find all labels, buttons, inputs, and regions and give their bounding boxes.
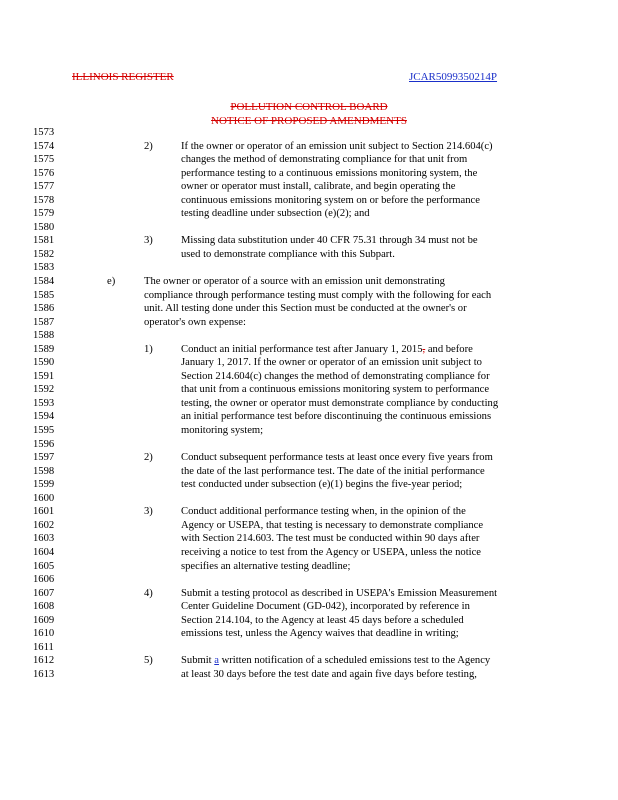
- document-line: [33, 248, 593, 262]
- document-line: [33, 316, 593, 330]
- line-number: 1591: [33, 370, 55, 382]
- line-text: [181, 424, 263, 438]
- line-text-main: changes the method of demonstrating compliance for that unit from: [181, 154, 468, 166]
- line-text-main: Section 214.604(c) changes the method of demonstrating compliance for: [181, 370, 490, 382]
- document-line: [33, 546, 593, 560]
- item-label: 2): [144, 452, 153, 464]
- line-number: 1602: [33, 519, 55, 531]
- document-line: [33, 167, 593, 181]
- line-text-main: testing deadline under subsection (e)(2); and: [181, 208, 370, 220]
- line-text: [181, 383, 489, 397]
- document-line: [33, 641, 593, 655]
- line-number: 1582: [33, 248, 55, 260]
- line-text-main: unit. All testing done under this Section must be conducted at the owner's or: [144, 303, 467, 315]
- line-number: 1585: [33, 289, 55, 301]
- line-number: 1608: [33, 601, 55, 613]
- line-text-main: owner or operator must install, calibrate, and begin operating the: [181, 181, 456, 193]
- line-text: [144, 289, 491, 303]
- document-body: [33, 126, 593, 681]
- document-line: [33, 668, 593, 682]
- line-text-main: The owner or operator of a source with an emission unit demonstrating: [144, 276, 445, 288]
- line-text-main: January 1, 2017. If the owner or operator of an emission unit subject to: [181, 357, 482, 369]
- line-number: 1599: [33, 479, 55, 491]
- line-text: [181, 343, 473, 357]
- register-title: ILLINOIS REGISTER: [72, 71, 174, 83]
- document-line: [33, 424, 593, 438]
- line-number: 1587: [33, 316, 55, 328]
- line-text: [181, 397, 498, 411]
- item-label: 4): [144, 587, 153, 599]
- line-number: 1596: [33, 438, 55, 450]
- line-number: 1612: [33, 655, 55, 667]
- line-text-continued: written notification of a scheduled emissions test to the Agency: [218, 655, 491, 667]
- line-text: [181, 600, 470, 614]
- line-text: [181, 505, 466, 519]
- document-line: [33, 397, 593, 411]
- document-line: [33, 654, 593, 668]
- line-text-main: continuous emissions monitoring system on or before the performance: [181, 194, 480, 206]
- line-number: 1597: [33, 452, 55, 464]
- line-number: 1580: [33, 221, 55, 233]
- document-line: [33, 194, 593, 208]
- document-line: [33, 560, 593, 574]
- line-text-main: Agency or USEPA, that testing is necessary to demonstrate compliance: [181, 519, 484, 531]
- line-text-main: Conduct additional performance testing when, in the opinion of the: [181, 506, 466, 518]
- document-line: [33, 302, 593, 316]
- line-text: [181, 194, 480, 208]
- line-text-main: an initial performance test before discontinuing the continuous emissions: [181, 411, 492, 423]
- line-text: [181, 587, 497, 601]
- line-number: 1598: [33, 465, 55, 477]
- line-text-main: the date of the last performance test. The date of the initial performance: [181, 465, 485, 477]
- line-text: [181, 180, 455, 194]
- document-line: [33, 343, 593, 357]
- line-text: [181, 478, 462, 492]
- line-text-main: operator's own expense:: [144, 316, 246, 328]
- document-line: [33, 438, 593, 452]
- line-text-main: testing, the owner or operator must demonstrate compliance by conducting: [181, 397, 499, 409]
- line-text-main: test conducted under subsection (e)(1) begins the five-year period;: [181, 479, 463, 491]
- line-number: 1601: [33, 506, 55, 518]
- document-line: [33, 627, 593, 641]
- line-text-main: Submit: [181, 655, 215, 667]
- line-text: [181, 153, 467, 167]
- document-line: [33, 126, 593, 140]
- line-text: [181, 546, 481, 560]
- item-label: e): [107, 276, 116, 288]
- document-line: [33, 180, 593, 194]
- item-label: 2): [144, 140, 153, 152]
- line-number: 1584: [33, 276, 55, 288]
- line-text-main: with Section 214.603. The test must be conducted within 90 days after: [181, 533, 480, 545]
- line-text: [181, 207, 370, 221]
- document-line: [33, 532, 593, 546]
- line-number: 1603: [33, 533, 55, 545]
- line-text-main: that unit from a continuous emissions monitoring system to performance: [181, 384, 490, 396]
- document-line: [33, 478, 593, 492]
- item-label: 1): [144, 343, 153, 355]
- line-text: [181, 140, 493, 154]
- line-text-main: used to demonstrate compliance with this Subpart.: [181, 248, 395, 260]
- line-text-main: at least 30 days before the test date and again five days before testing,: [181, 668, 477, 680]
- document-line: [33, 492, 593, 506]
- line-text: [181, 451, 493, 465]
- line-number: 1581: [33, 235, 55, 247]
- document-line: [33, 505, 593, 519]
- line-text: [144, 316, 246, 330]
- line-number: 1577: [33, 181, 55, 193]
- document-line: [33, 587, 593, 601]
- line-text-main: monitoring system;: [181, 425, 264, 437]
- line-text: [181, 532, 479, 546]
- line-number: 1575: [33, 154, 55, 166]
- line-number: 1574: [33, 140, 55, 152]
- line-text-main: Conduct an initial performance test after January 1, 2015: [181, 343, 423, 355]
- line-text: [181, 654, 490, 668]
- line-text: [181, 370, 490, 384]
- line-text: [181, 167, 477, 181]
- line-number: 1604: [33, 546, 55, 558]
- item-label: 3): [144, 235, 153, 247]
- document-line: [33, 261, 593, 275]
- notice-title: NOTICE OF PROPOSED AMENDMENTS: [211, 115, 407, 127]
- line-text-main: emissions test, unless the Agency waives that deadline in writing;: [181, 628, 459, 640]
- document-code: JCAR5099350214P: [409, 71, 498, 83]
- line-text-main: Section 214.104, to the Agency at least 45 days before a scheduled: [181, 614, 464, 626]
- line-number: 1578: [33, 194, 55, 206]
- line-number: 1579: [33, 208, 55, 220]
- line-number: 1589: [33, 343, 55, 355]
- document-line: [33, 140, 593, 154]
- document-line: [33, 465, 593, 479]
- line-text-main: Center Guideline Document (GD-042), incorporated by reference in: [181, 601, 470, 613]
- line-number: 1594: [33, 411, 55, 423]
- line-text: [144, 275, 445, 289]
- line-number: 1606: [33, 574, 55, 586]
- document-line: [33, 153, 593, 167]
- line-text-main: compliance through performance testing must comply with the following for each: [144, 289, 492, 301]
- line-number: 1609: [33, 614, 55, 626]
- line-text-main: performance testing to a continuous emissions monitoring system, the: [181, 167, 478, 179]
- line-text: [144, 302, 467, 316]
- line-number: 1613: [33, 668, 55, 680]
- document-line: [33, 573, 593, 587]
- line-text-main: Conduct subsequent performance tests at least once every five years from: [181, 452, 493, 464]
- line-text: [181, 627, 459, 641]
- line-number: 1590: [33, 357, 55, 369]
- line-number: 1610: [33, 628, 55, 640]
- document-line: [33, 234, 593, 248]
- document-line: [33, 207, 593, 221]
- line-number: 1595: [33, 425, 55, 437]
- line-text: [181, 234, 478, 248]
- deleted-text: ,: [422, 343, 426, 355]
- line-text-main: receiving a notice to test from the Agency or USEPA, unless the notice: [181, 546, 481, 558]
- line-number: 1588: [33, 330, 55, 342]
- item-label: 5): [144, 655, 153, 667]
- line-number: 1611: [33, 641, 54, 653]
- document-line: [33, 614, 593, 628]
- line-text-main: If the owner or operator of an emission unit subject to Section 214.604(c): [181, 140, 493, 152]
- document-line: [33, 410, 593, 424]
- line-text: [181, 668, 477, 682]
- document-line: [33, 370, 593, 384]
- line-text-main: Missing data substitution under 40 CFR 75.31 through 34 must not be: [181, 235, 478, 247]
- line-text-continued: and before: [425, 343, 473, 355]
- document-line: [33, 383, 593, 397]
- line-text: [181, 248, 395, 262]
- document-line: [33, 451, 593, 465]
- line-text-main: Submit a testing protocol as described in USEPA's Emission Measurement: [181, 587, 498, 599]
- document-line: [33, 275, 593, 289]
- document-line: [33, 329, 593, 343]
- line-number: 1576: [33, 167, 55, 179]
- line-number: 1586: [33, 303, 55, 315]
- line-text: [181, 410, 491, 424]
- line-text: [181, 560, 350, 574]
- document-line: [33, 356, 593, 370]
- line-number: 1583: [33, 262, 55, 274]
- line-text: [181, 519, 483, 533]
- line-number: 1592: [33, 384, 55, 396]
- line-number: 1607: [33, 587, 55, 599]
- item-label: 3): [144, 506, 153, 518]
- line-number: 1573: [33, 127, 55, 138]
- board-name: POLLUTION CONTROL BOARD: [230, 101, 388, 113]
- line-number: 1600: [33, 492, 55, 504]
- line-text: [181, 356, 482, 370]
- line-number: 1605: [33, 560, 55, 572]
- line-number: 1593: [33, 397, 55, 409]
- document-line: [33, 221, 593, 235]
- inserted-text: a: [214, 655, 219, 667]
- line-text: [181, 614, 464, 628]
- line-text-main: specifies an alternative testing deadline;: [181, 560, 351, 572]
- line-text: [181, 465, 485, 479]
- document-line: [33, 600, 593, 614]
- document-line: [33, 289, 593, 303]
- document-line: [33, 519, 593, 533]
